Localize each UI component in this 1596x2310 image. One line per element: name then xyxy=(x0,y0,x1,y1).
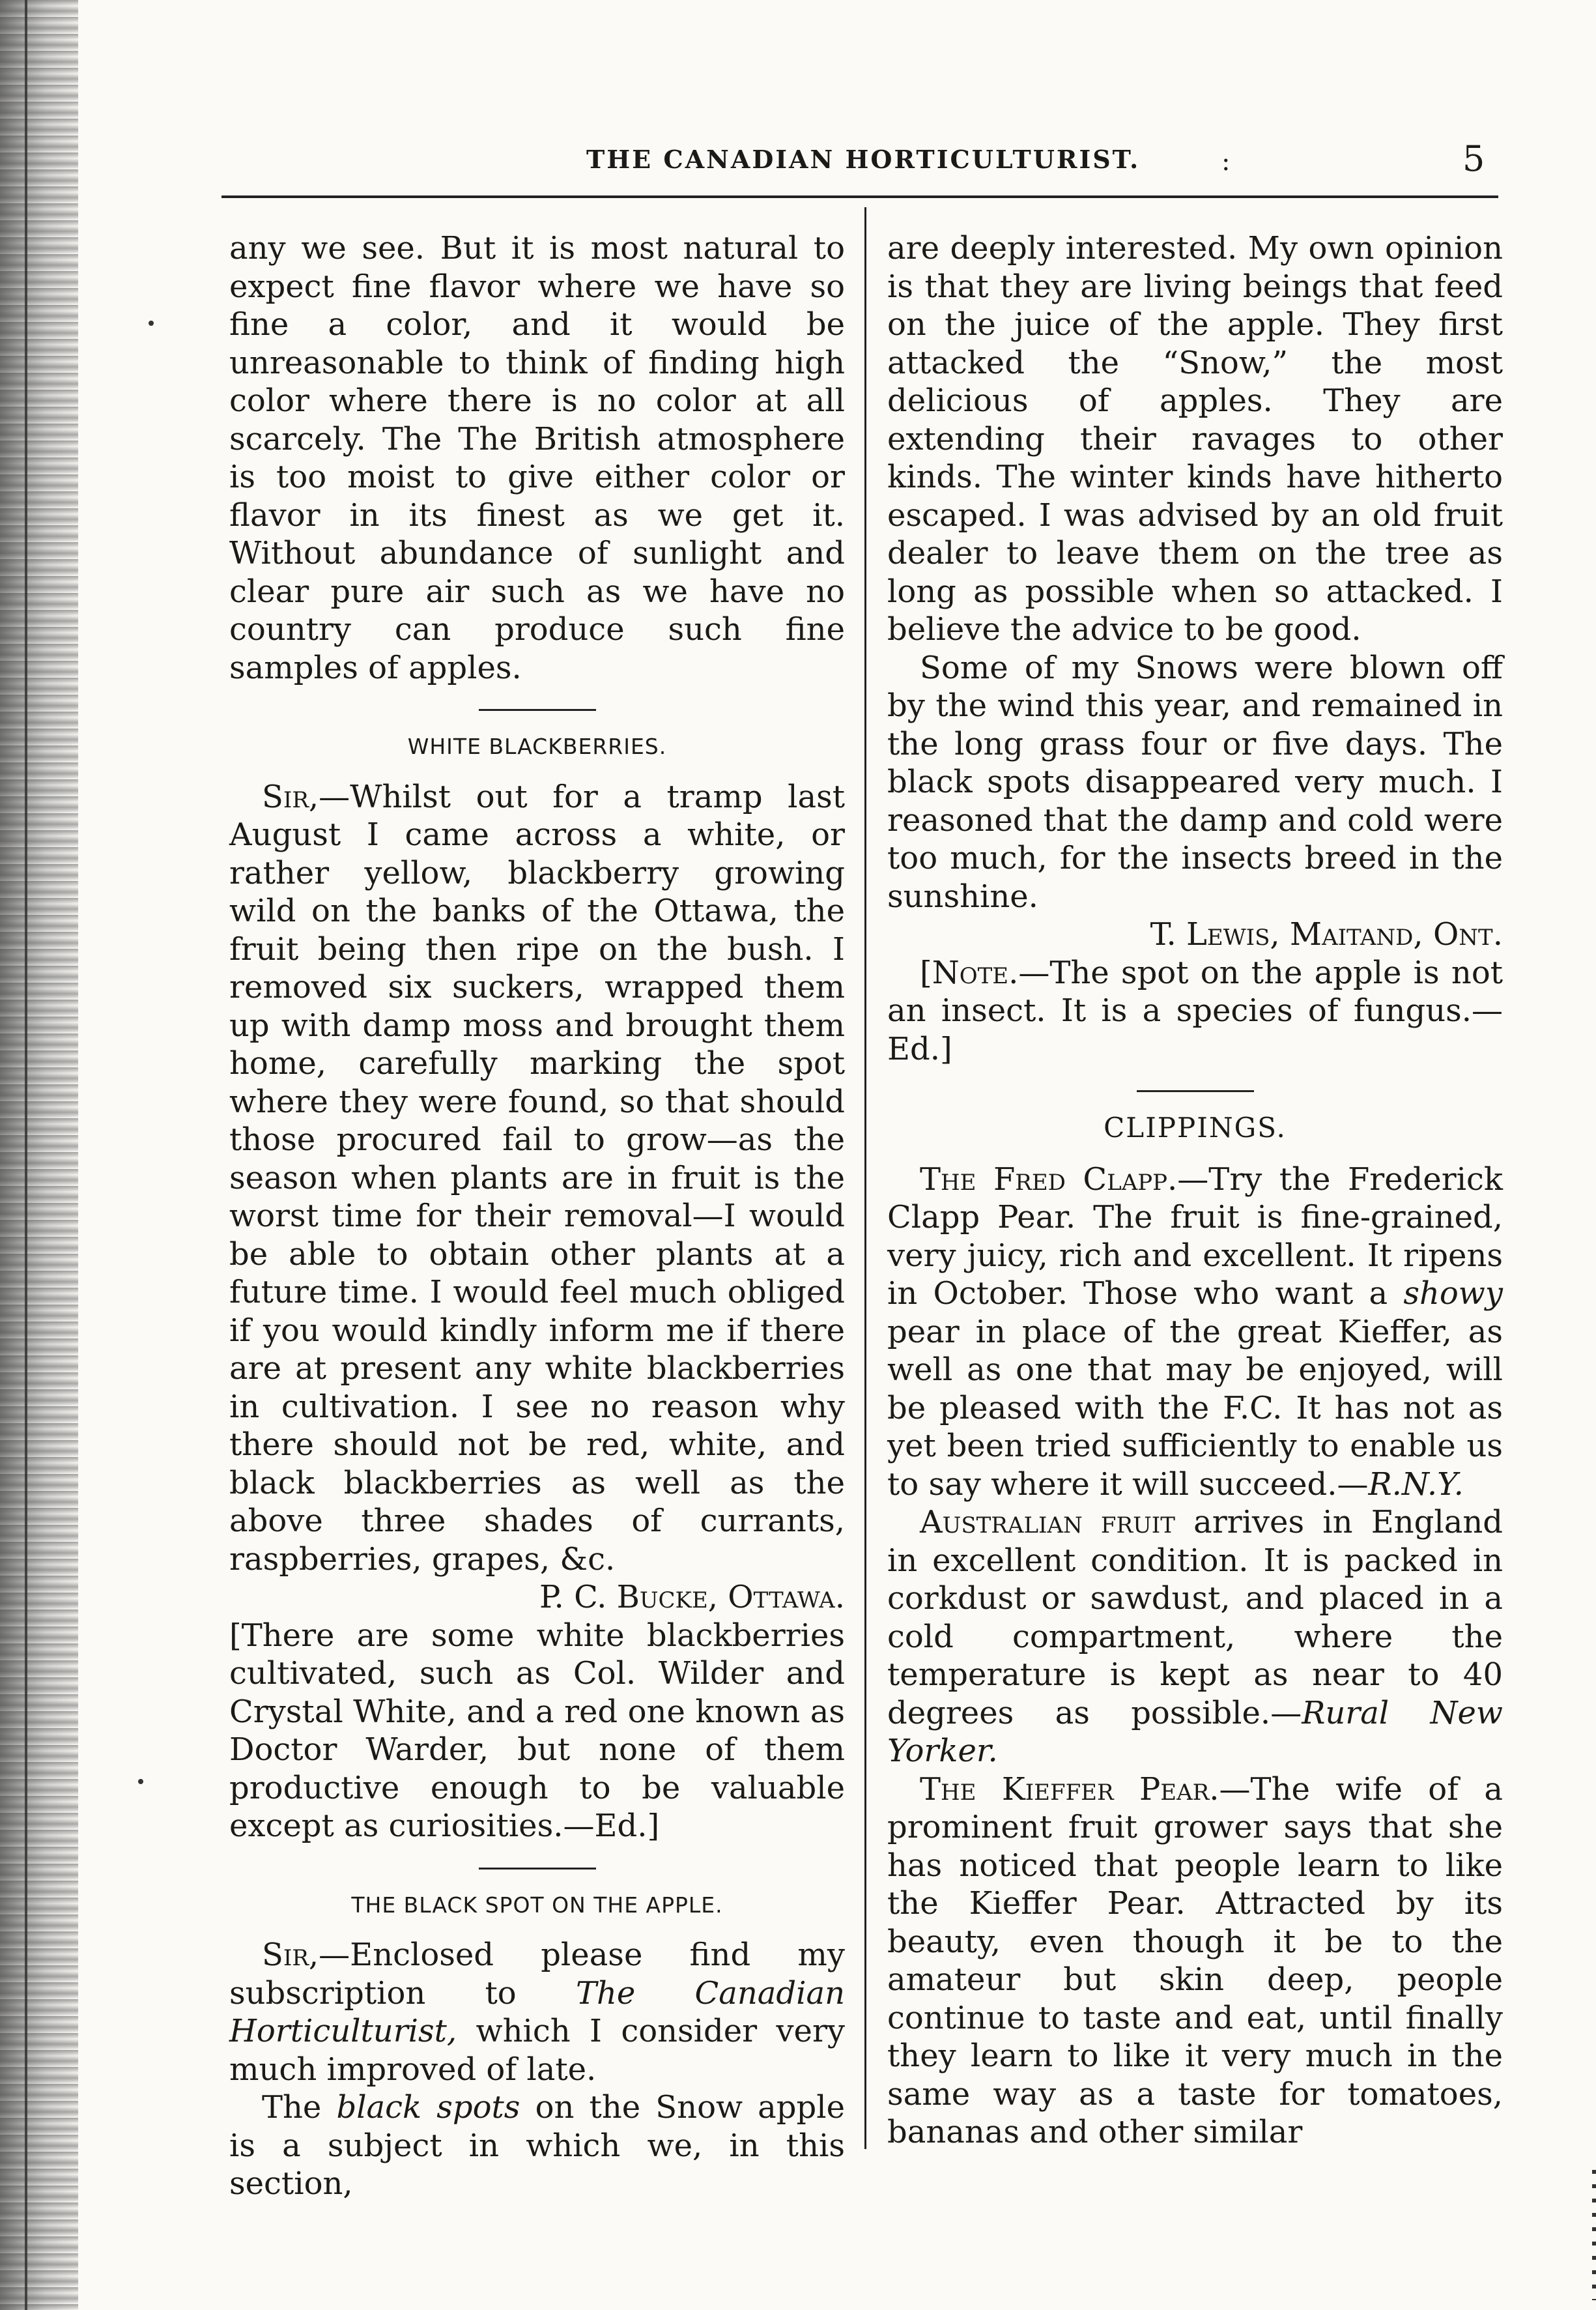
page-number: 5 xyxy=(1462,138,1485,179)
letter-black-spot xyxy=(229,1936,845,2088)
section-heading-clippings: CLIPPINGS. xyxy=(1104,1112,1287,1144)
italic-term: showy xyxy=(1403,1275,1503,1312)
note-label: [Note. xyxy=(920,954,1019,991)
stray-dot xyxy=(138,1779,143,1784)
clipping-body: pear in place of the great Kieffer, as well as one that may be enjoyed, will be pleased with the F.C. It has not as yet been tried sufficiently to enable us to say where it will succeed.— xyxy=(887,1313,1503,1503)
editor-note xyxy=(887,954,1503,1069)
signature xyxy=(229,1578,845,1617)
section-rule xyxy=(1137,1090,1254,1092)
clipping-label: The Fred Clapp. xyxy=(920,1161,1178,1198)
clipping-fred-clapp xyxy=(887,1161,1503,1504)
salutation: Sir, xyxy=(262,778,319,815)
clipping-label: The Kieffer Pear. xyxy=(920,1770,1219,1808)
section-heading-black-spot: THE BLACK SPOT ON THE APPLE. xyxy=(351,1892,723,1918)
italic-term: black spots xyxy=(336,2089,520,2126)
clipping-australian-fruit xyxy=(887,1503,1503,1770)
header-colon: : xyxy=(1221,147,1231,177)
section-rule xyxy=(479,1868,596,1870)
header-rule xyxy=(221,195,1498,198)
right-column xyxy=(887,229,1503,2152)
clipping-label: Australian fruit xyxy=(920,1504,1175,1540)
editor-note: [There are some white blackberries cultivated, such as Col. Wilder and Crystal White, and a red one known as Doctor Warder, but none of them productive enough to be valuable except as curiosities.—Ed.] xyxy=(229,1617,845,1844)
page-binding-edge xyxy=(0,0,78,2310)
letter-paragraph xyxy=(229,2088,845,2203)
text-run: The xyxy=(262,2089,337,2126)
letter-white-blackberries xyxy=(229,778,845,1579)
clipping-body: —The wife of a prominent fruit grower says that she has noticed that people learn to like the Kieffer Pear. Attracted by its beauty, even though it be to the amateur but skin deep, people continue to taste and eat, until finally they learn to like it very much in the same way as a taste for tomatoes, bananas and other similar xyxy=(887,1770,1503,2150)
continuation-paragraph: any we see. But it is most natural to expect fine flavor where we have so fine a color, and it would be unreasonable to think of finding high color where there is no color at all scarcely. The The British atmosphere is too moist to give either color or flavor in its finest as we get it. Without abundance of sunlight and clear pure air such as we have no country can produce such fine samples of apples. xyxy=(229,230,845,686)
clipping-kieffer-pear xyxy=(887,1770,1503,2152)
right-edge-marks xyxy=(1592,2170,1596,2300)
section-heading-white-blackberries: WHITE BLACKBERRIES. xyxy=(407,734,667,759)
clipping-body: arrives in England in excellent condition. It is packed in corkdust or sawdust, and placed in a cold compartment, where the temperature is kept as near to 40 degrees as possible.— xyxy=(887,1504,1503,1731)
salutation: Sir, xyxy=(262,1937,319,1973)
note-body: —The spot on the apple is not an insect. It is a species of fungus.—Ed.] xyxy=(887,954,1503,1067)
text-run: on the Snow apple is a subject in which we, in this section, xyxy=(229,2089,846,2202)
binding-line xyxy=(25,0,27,2310)
letter-paragraph: Some of my Snows were blown off by the wind this year, and remained in the long grass four or five days. The black spots disappeared very much. I reasoned that the damp and cold were too much, for the insects breed in the sunshine. xyxy=(887,649,1503,915)
letter-continuation: are deeply interested. My own opinion is that they are living beings that feed on the juice of the apple. They first attacked the “Snow,” the most delicious of apples. They are extending their ravages to other kinds. The winter kinds have hitherto escaped. I was advised by an old fruit dealer to leave them on the tree as long as possible when so attacked. I believe the advice to be good. xyxy=(887,230,1503,648)
column-divider xyxy=(864,207,866,2149)
section-rule xyxy=(479,709,596,711)
journal-title: The Canadian Horticulturist, xyxy=(229,1974,845,2049)
signature-text: P. C. Bucke, Ottawa. xyxy=(539,1579,845,1615)
stray-dot xyxy=(149,321,154,326)
clipping-source: Rural New Yorker. xyxy=(887,1694,1503,1769)
running-head: THE CANADIAN HORTICULTURIST. xyxy=(586,145,1141,174)
signature-text: T. Lewis, Maitand, Ont. xyxy=(1150,916,1503,953)
letter-body: —Enclosed please find my subscription to xyxy=(229,1937,845,2012)
signature xyxy=(887,916,1503,954)
clipping-source: R.N.Y. xyxy=(1368,1465,1464,1503)
clipping-body: —Try the Frederick Clapp Pear. The fruit is fine-grained, very juicy, rich and excellent. It ripens in October. Those who want a xyxy=(887,1161,1503,1312)
left-column xyxy=(229,229,845,2203)
letter-body: which I consider very much improved of late. xyxy=(229,2013,845,2088)
letter-body: —Whilst out for a tramp last August I came across a white, or rather yellow, blackberry growing wild on the banks of the Ottawa, the fruit being then ripe on the bush. I removed six suckers, wrapped them up with damp moss and brought them home, carefully marking the spot where they were found, so that should those procured fail to grow—as the season when plants are in fruit is the worst time for their removal—I would be able to obtain other plants at a future time. I would feel much obliged if you would kindly inform me if there are at present any white blackberries in cultivation. I see no reason why there should not be red, white, and black blackberries as well as the above three shades of currants, raspberries, grapes, &c. xyxy=(229,778,845,1578)
